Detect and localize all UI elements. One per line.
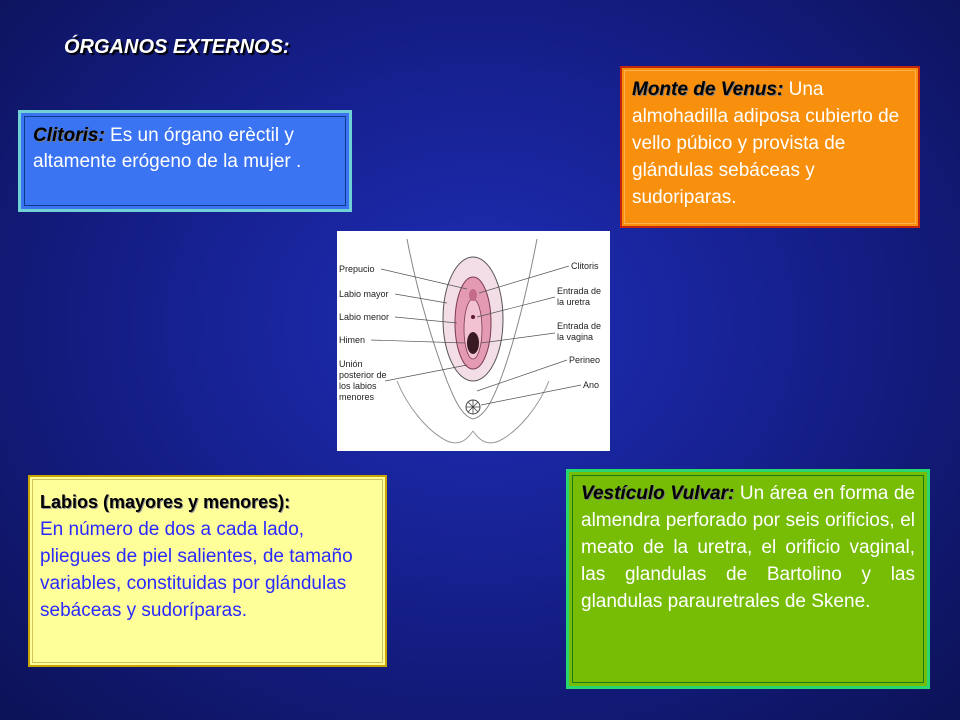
labios-term: Labios (mayores y menores): [40, 492, 291, 512]
labios-box [28, 475, 387, 667]
clitoris-description: Es un órgano erèctil y altamente erógeno de la mujer . [33, 125, 302, 172]
label-union-3: los labios [339, 381, 377, 391]
label-uretra-1: Entrada de [557, 286, 602, 296]
label-labio-mayor: Labio mayor [339, 289, 389, 299]
urethra-shape [471, 315, 475, 319]
buttock-left [397, 381, 473, 443]
vestibulo-term: Vestículo Vulvar: [581, 483, 735, 504]
label-prepucio: Prepucio [339, 264, 375, 274]
labios-description: En número de dos a cada lado, pliegues de piel salientes, de tamaño variables, constituidas por glándulas sebáceas y sudoríparas. [40, 519, 353, 621]
monte-de-venus-term: Monte de Venus: [632, 79, 784, 100]
label-uretra-2: la uretra [557, 297, 591, 307]
anatomy-illustration [337, 231, 610, 451]
label-labio-menor: Labio menor [339, 312, 390, 322]
label-vagina-1: Entrada de [557, 321, 602, 331]
label-union-2: posterior de [339, 370, 387, 380]
label-union-1: Unión [339, 359, 363, 369]
monte-de-venus-box [620, 66, 920, 228]
label-himen: Himen [339, 335, 366, 345]
vagina-shape [467, 332, 479, 354]
monte-de-venus-description: Una almohadilla adiposa cubierto de vello púbico y provista de glándulas sebáceas y sudoriparas. [632, 79, 900, 208]
label-vagina-2: la vagina [557, 332, 594, 342]
clitoris-box [18, 110, 352, 212]
anus-detail [466, 400, 480, 414]
label-ano: Ano [583, 380, 600, 390]
label-union-4: menores [339, 392, 375, 402]
label-perineo: Perineo [569, 355, 601, 365]
page-title: ÓRGANOS EXTERNOS: [64, 36, 290, 58]
clitoris-shape [469, 289, 477, 301]
clitoris-term: Clitoris: [33, 125, 105, 146]
vestibulo-box [566, 469, 930, 689]
vestibulo-description: Un área en forma de almendra perforado por seis orificios, el meato de la uretra, el orificio vaginal, las glandulas de Bartolino y las glandulas parauretrales de Skene. [581, 483, 915, 612]
label-clitoris: Clitoris [571, 261, 599, 271]
anatomy-figure [337, 231, 610, 451]
